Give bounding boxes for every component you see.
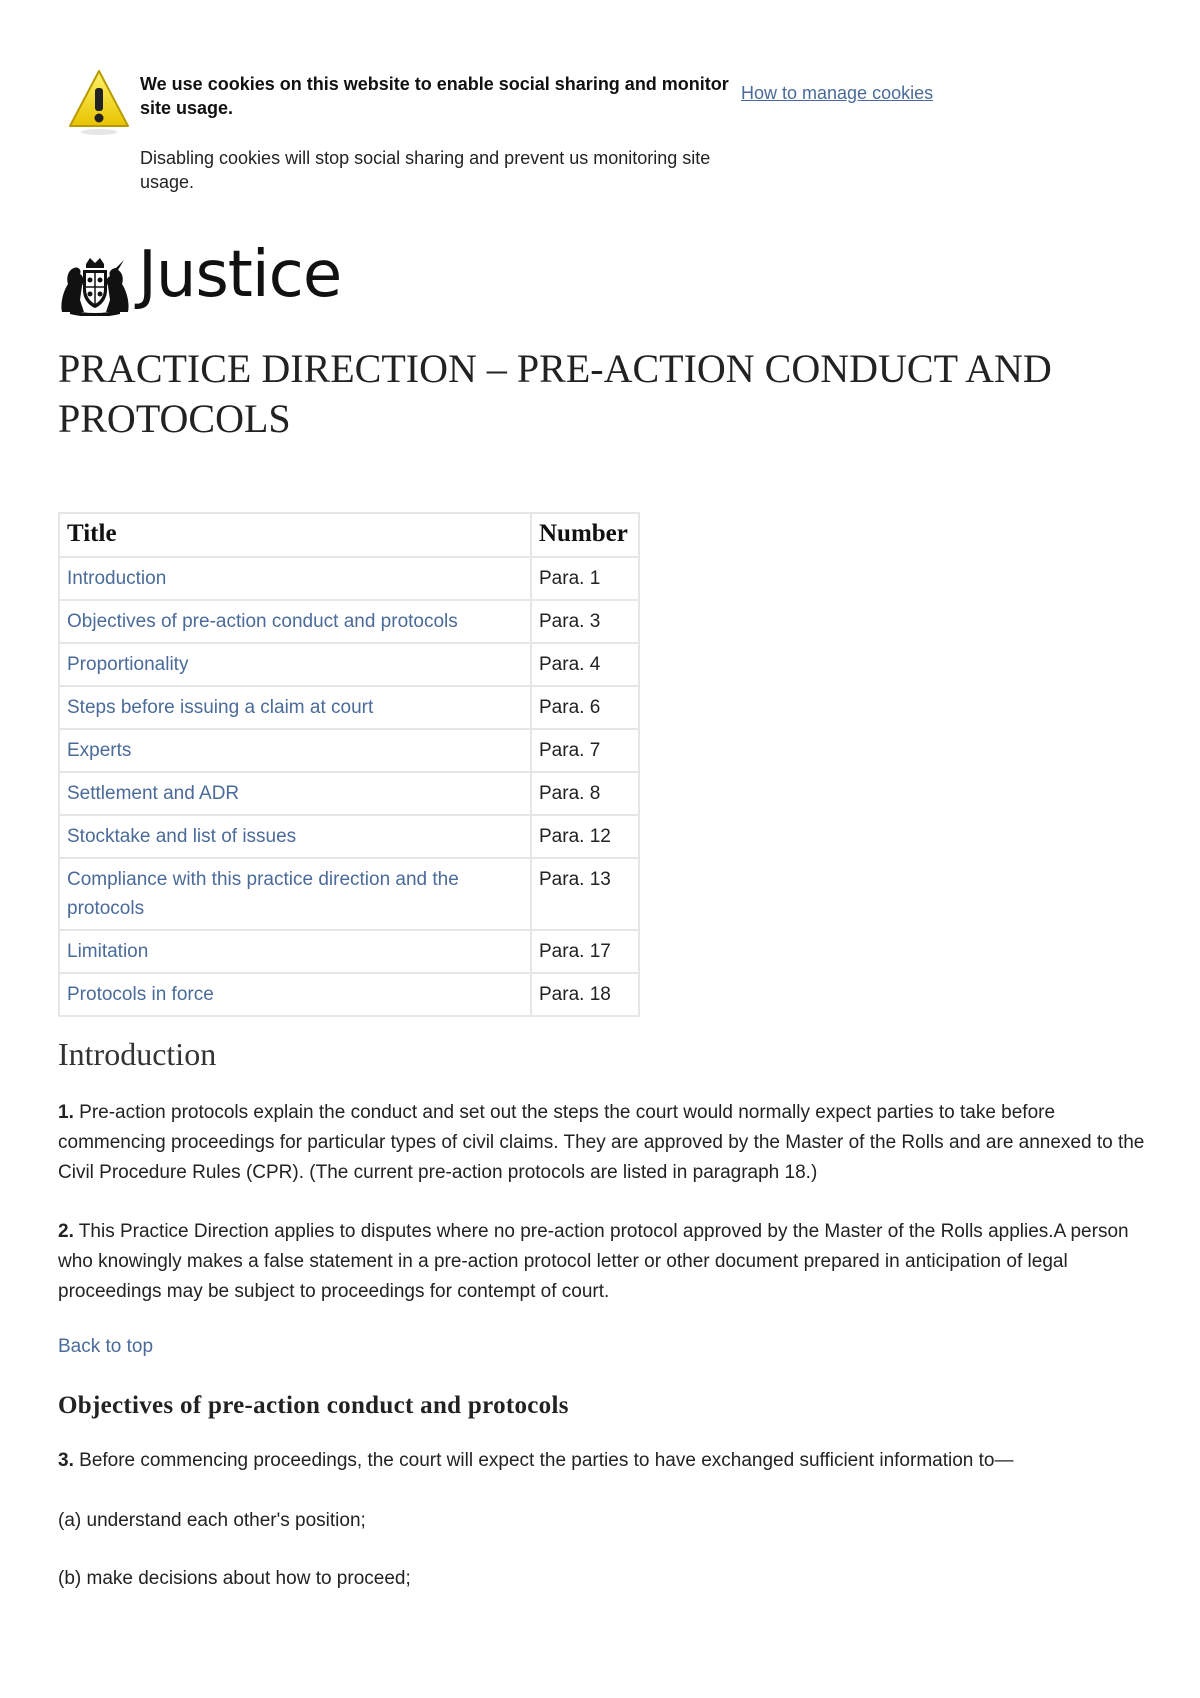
table-header-row <box>59 513 639 557</box>
list-item-text: (b) make decisions about how to proceed; <box>58 1568 411 1589</box>
back-to-top-link[interactable]: Back to top <box>58 1336 154 1357</box>
paragraph-number: 2. <box>58 1221 74 1242</box>
manage-cookies-link[interactable]: How to manage cookies <box>741 83 934 103</box>
list-item-text: (a) understand each other's position; <box>58 1510 366 1531</box>
table-row <box>59 557 639 600</box>
objectives-heading: Objectives of pre-action conduct and protocols <box>58 1392 569 1419</box>
paragraph-number: 1. <box>58 1102 74 1123</box>
logo-wordmark: Justice <box>138 238 342 312</box>
table-row <box>59 772 639 815</box>
table-row <box>59 600 639 643</box>
table-row <box>59 973 639 1016</box>
toc-para-number: Para. 1 <box>531 557 639 600</box>
toc-link-stocktake[interactable]: Stocktake and list of issues <box>59 815 531 858</box>
toc-link-proportionality[interactable]: Proportionality <box>59 643 531 686</box>
contents-table <box>58 512 640 1017</box>
paragraph-text: Before commencing proceedings, the court will expect the parties to have exchanged sufficient information to— <box>79 1450 1014 1471</box>
introduction-heading: Introduction <box>58 1036 217 1072</box>
table-row <box>59 930 639 973</box>
toc-link-protocols-in-force[interactable]: Protocols in force <box>59 973 531 1016</box>
toc-para-number: Para. 7 <box>531 729 639 772</box>
paragraph-text: Pre-action protocols explain the conduct and set out the steps the court would normally expect parties to take before commencing proceedings for particular types of civil claims. They are approved by the Master of the Rolls and are annexed to the Civil Procedure Rules (CPR). (The current pre-action protocols are listed in paragraph 18.) <box>58 1102 1145 1183</box>
toc-para-number: Para. 17 <box>531 930 639 973</box>
royal-crest-icon <box>58 254 132 316</box>
toc-para-number: Para. 3 <box>531 600 639 643</box>
column-header-number: Number <box>531 513 639 557</box>
toc-link-compliance[interactable]: Compliance with this practice direction and the protocols <box>59 858 531 930</box>
table-row <box>59 643 639 686</box>
paragraph-text: This Practice Direction applies to disputes where no pre-action protocol approved by the Master of the Rolls applies.A person who knowingly makes a false statement in a pre-action protocol letter or other document prepared in anticipation of legal proceedings may be subject to proceedings for contempt of court. <box>58 1221 1129 1302</box>
back-to-top-container <box>58 1336 1158 1358</box>
toc-link-limitation[interactable]: Limitation <box>59 930 531 973</box>
toc-link-experts[interactable]: Experts <box>59 729 531 772</box>
toc-para-number: Para. 12 <box>531 815 639 858</box>
cookie-notice <box>68 68 968 198</box>
column-header-title: Title <box>59 513 531 557</box>
cookie-message: We use cookies on this website to enable social sharing and monitor site usage. <box>140 74 729 118</box>
toc-para-number: Para. 4 <box>531 643 639 686</box>
toc-para-number: Para. 18 <box>531 973 639 1016</box>
paragraph-2 <box>58 1217 1158 1307</box>
page-title: PRACTICE DIRECTION – PRE-ACTION CONDUCT AND PROTOCOLS <box>58 346 1052 441</box>
toc-link-objectives[interactable]: Objectives of pre-action conduct and protocols <box>59 600 531 643</box>
paragraph-number: 3. <box>58 1450 74 1471</box>
toc-para-number: Para. 13 <box>531 858 639 930</box>
table-row <box>59 686 639 729</box>
toc-link-steps-before-issuing[interactable]: Steps before issuing a claim at court <box>59 686 531 729</box>
paragraph-1 <box>58 1098 1158 1188</box>
toc-link-settlement-adr[interactable]: Settlement and ADR <box>59 772 531 815</box>
table-row <box>59 729 639 772</box>
toc-para-number: Para. 8 <box>531 772 639 815</box>
toc-link-introduction[interactable]: Introduction <box>59 557 531 600</box>
table-row <box>59 815 639 858</box>
introduction-section <box>58 1036 1158 1073</box>
cookie-note: Disabling cookies will stop social sharing and prevent us monitoring site usage. <box>140 148 711 192</box>
warning-icon <box>68 68 130 138</box>
paragraph-3 <box>58 1446 1158 1476</box>
list-item-a <box>58 1506 1158 1536</box>
list-item-b <box>58 1564 1158 1594</box>
toc-para-number: Para. 6 <box>531 686 639 729</box>
table-row <box>59 858 639 930</box>
objectives-section <box>58 1392 1158 1420</box>
